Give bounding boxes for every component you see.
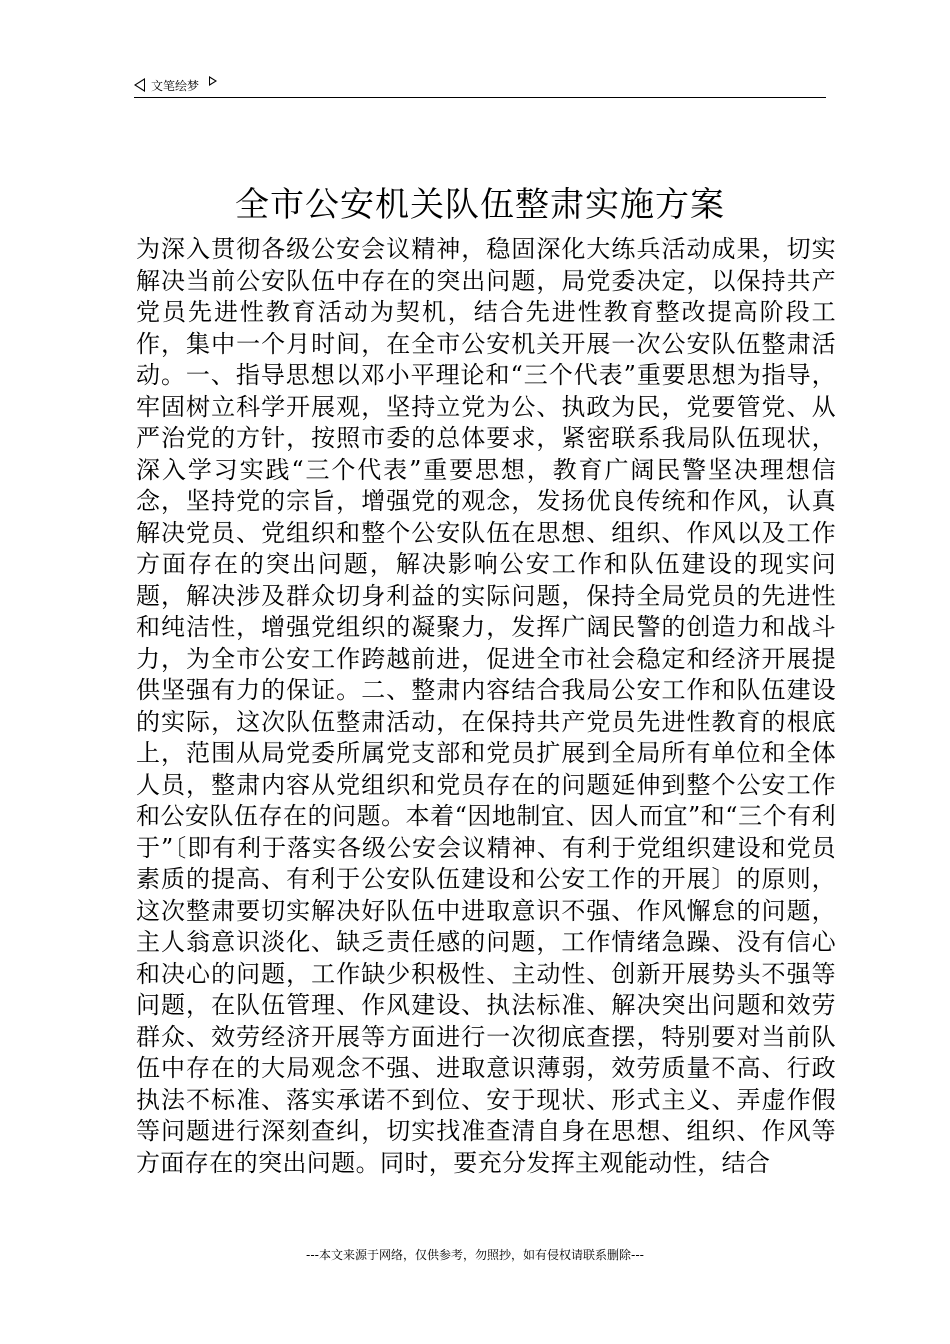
triangle-left-icon <box>134 78 145 92</box>
header-brand: 文笔绘梦 <box>151 78 200 93</box>
footer-notice: ---本文来源于网络，仅供参考，勿照抄，如有侵权请联系删除--- <box>306 1248 644 1262</box>
triangle-right-icon <box>209 76 217 86</box>
document-title: 全市公安机关队伍整肃实施方案 <box>235 185 725 225</box>
header-divider <box>134 97 826 98</box>
document-body: 为深入贯彻各级公安会议精神，稳固深化大练兵活动成果，切实解决当前公安队伍中存在的突出问题，局党委决定，以保持共产党员先进性教育活动为契机，结合先进性教育整改提高阶段工作，集中一个月时间，在全市公安机关开展一次公安队伍整肃活动。一、指导思想以邓小平理论和“三个代表”重要思想为指导，牢固树立科学开展观，坚持立党为公、执政为民，党要管党、从严治党的方针，按照市委的总体要求，紧密联系我局队伍现状，深入学习实践“三个代表”重要思想，教育广阔民警坚决理想信念，坚持党的宗旨，增强党的观念，发扬优良传统和作风，认真解决党员、党组织和整个公安队伍在思想、组织、作风以及工作方面存在的突出问题，解决影响公安工作和队伍建设的现实问题，解决涉及群众切身利益的实际问题，保持全局党员的先进性和纯洁性，增强党组织的凝聚力，发挥广阔民警的创造力和战斗力，为全市公安工作跨越前进，促进全市社会稳定和经济开展提供坚强有力的保证。二、整肃内容结合我局公安工作和队伍建设的实际，这次队伍整肃活动，在保持共产党员先进性教育的根底上，范围从局党委所属党支部和党员扩展到全局所有单位和全体人员，整肃内容从党组织和党员存在的问题延伸到整个公安工作和公安队伍存在的问题。本着“因地制宜、因人而宜”和“三个有利于”〔即有利于落实各级公安会议精神、有利于党组织建设和党员素质的提高、有利于公安队伍建设和公安工作的开展〕的原则，这次整肃要切实解决好队伍中进取意识不强、作风懈怠的问题，主人翁意识淡化、缺乏责任感的问题，工作情绪急躁、没有信心和决心的问题，工作缺少积极性、主动性、创新开展势头不强等问题，在队伍管理、作风建设、执法标准、解决突出问题和效劳群众、效劳经济开展等方面进行一次彻底查摆，特别要对当前队伍中存在的大局观念不强、进取意识薄弱，效劳质量不高、行政执法不标准、落实承诺不到位、安于现状、形式主义、弄虚作假等问题进行深刻查纠，切实找准查清自身在思想、组织、作风等方面存在的突出问题。同时，要充分发挥主观能动性，结合 <box>136 235 836 1177</box>
page-header <box>134 74 217 96</box>
